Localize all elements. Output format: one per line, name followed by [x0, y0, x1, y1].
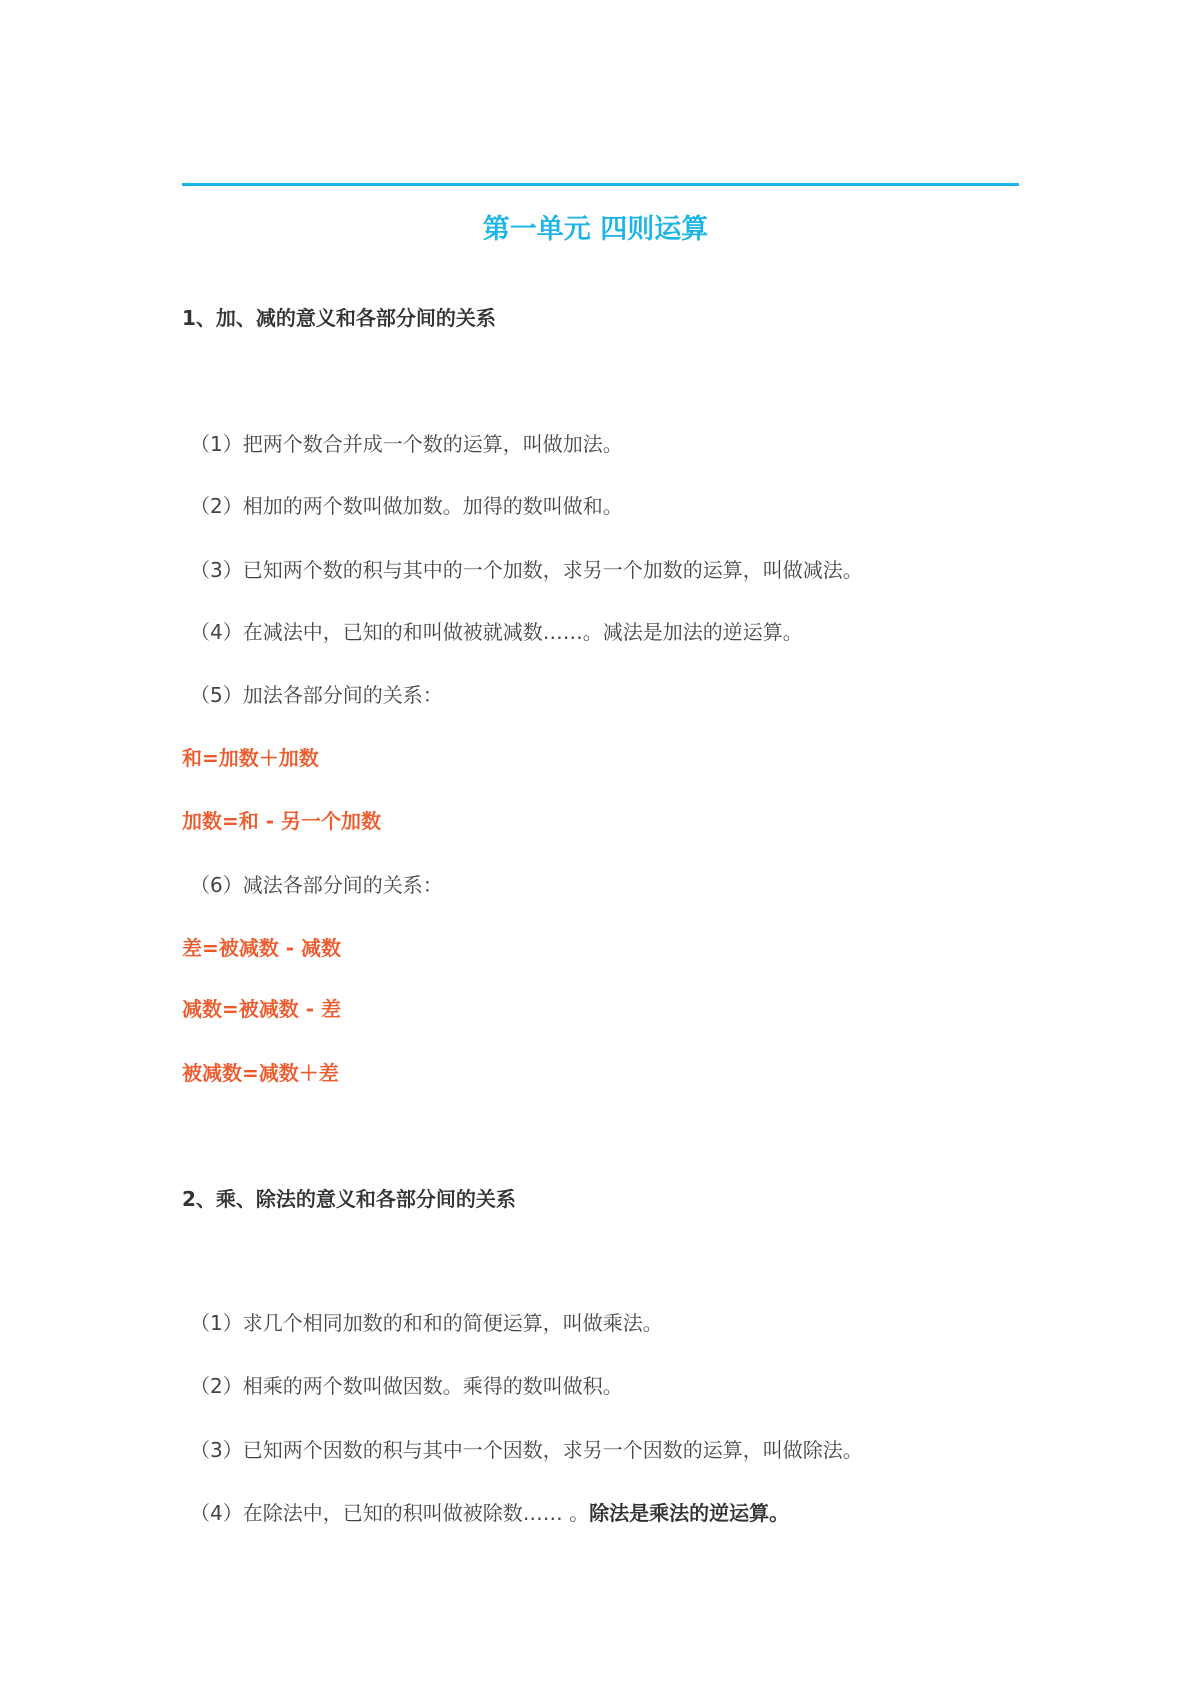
formula: 加数=和 - 另一个加数: [182, 809, 381, 833]
paragraph: （5）加法各部分间的关系：: [190, 683, 443, 707]
paragraph: （3）已知两个数的积与其中的一个加数，求另一个加数的运算，叫做减法。: [190, 558, 863, 582]
formula: 和=加数＋加数: [182, 746, 319, 770]
section-heading: 1、加、减的意义和各部分间的关系: [182, 306, 496, 330]
page-title: 第一单元 四则运算: [482, 214, 709, 245]
header-divider: [182, 183, 1019, 186]
emphasis-text: 除法是乘法的逆运算。: [589, 1501, 790, 1525]
paragraph: （2）相加的两个数叫做加数。加得的数叫做和。: [190, 494, 623, 518]
paragraph: （3）已知两个因数的积与其中一个因数，求另一个因数的运算，叫做除法。: [190, 1438, 863, 1462]
formula: 减数=被减数 - 差: [182, 997, 341, 1021]
paragraph: （1）求几个相同加数的和和的简便运算，叫做乘法。: [190, 1311, 663, 1335]
paragraph: （1）把两个数合并成一个数的运算，叫做加法。: [190, 432, 623, 456]
paragraph: （2）相乘的两个数叫做因数。乘得的数叫做积。: [190, 1374, 623, 1398]
paragraph: [190, 1499, 789, 1527]
section-heading: 2、乘、除法的意义和各部分间的关系: [182, 1187, 516, 1211]
formula: 差=被减数 - 减数: [182, 936, 341, 960]
paragraph: （6）减法各部分间的关系：: [190, 873, 443, 897]
paragraph-text: （4）在除法中，已知的积叫做被除数…… 。: [190, 1501, 590, 1525]
formula: 被减数=减数＋差: [182, 1061, 339, 1085]
paragraph: （4）在减法中，已知的和叫做被就减数……。减法是加法的逆运算。: [190, 620, 803, 644]
